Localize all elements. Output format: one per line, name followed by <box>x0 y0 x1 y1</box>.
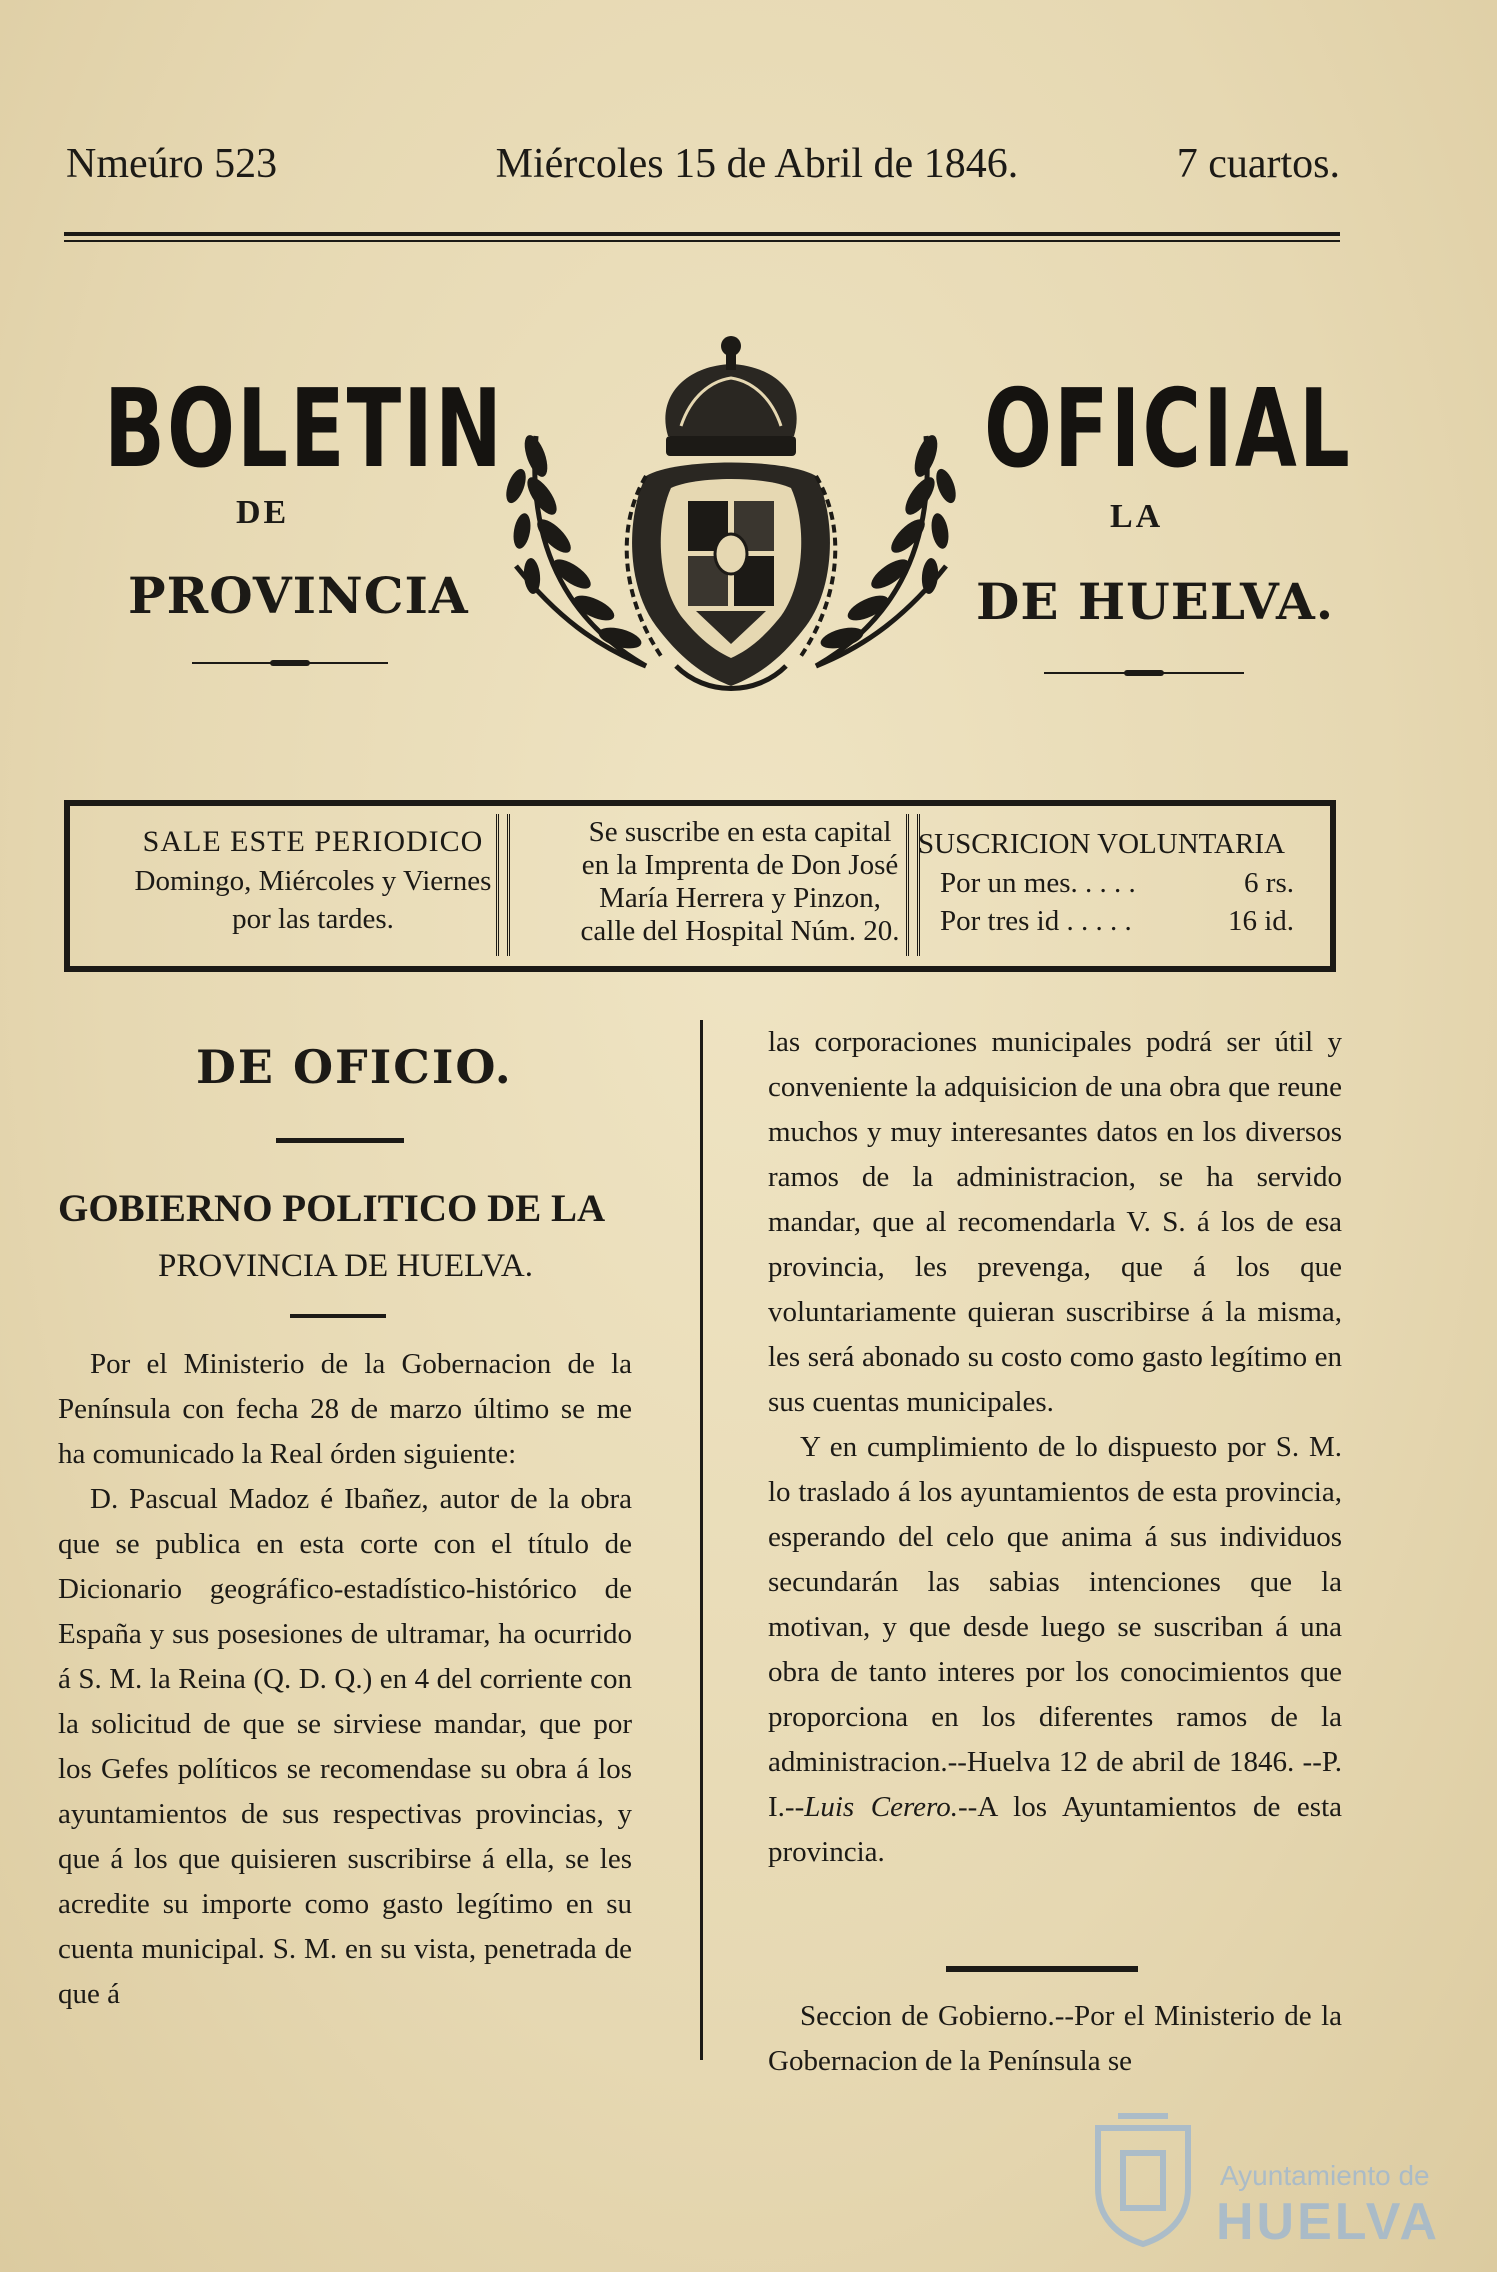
subscription-title: SUSCRICION VOLUNTARIA <box>918 828 1285 860</box>
masthead-de-huelva: DE HUELVA. <box>976 572 1335 631</box>
left-column-text <box>58 1342 632 2017</box>
subscribe-line-1: Se suscribe en esta capital <box>588 816 892 848</box>
section-rule-3 <box>946 1966 1138 1972</box>
schedule-days: Domingo, Miércoles y Viernes <box>134 865 492 897</box>
masthead-la: LA <box>1110 498 1164 535</box>
right-column-text <box>768 1020 1342 1875</box>
price-row-quarter <box>918 902 1328 940</box>
masthead-provincia: PROVINCIA <box>128 566 469 625</box>
subscribe-line-2: en la Imprenta de Don José <box>581 849 899 881</box>
masthead-boletin: BOLETIN <box>104 366 504 492</box>
right-paragraph-2-body: Y en cumplimiento de lo dispuesto por S. M. lo traslado á los ayuntamientos de esta provincia, esperando del celo que anima á sus individuos secundarán las sabias intenciones que la motivan, y que desde luego se suscriban á una obra de tanto interes por los conocimientos que proporciona en los diferentes ramos de la administracion.--Huelva 12 de abril de 1846. <box>768 1431 1342 1778</box>
watermark-line-1: Ayuntamiento de <box>1220 2160 1430 2191</box>
infobox-divider-1 <box>496 814 510 956</box>
watermark-line-2: HUELVA <box>1216 2193 1441 2251</box>
left-paragraph-2: D. Pascual Madoz é Ibañez, autor de la obra que se publica en esta corte con el título de Dicionario geográfico-estadístico-histórico de España y sus posesiones de ultramar, ha ocurrido á S. M. la Reina (Q. D. Q.) en 4 del corriente con la solicitud de que se sirviese mandar, que por los Gefes políticos se recomendase su obra á los ayuntamientos de sus respectivas provincias, y que á los que quisieren suscribirse á ella, se les acredite su importe como gasto legítimo en su cuenta municipal. S. M. en su vista, penetrada de que á <box>58 1483 632 2010</box>
right-paragraph-1: las corporaciones municipales podrá ser útil y conveniente la adquisicion de una obra que reune muchos y muy interesantes datos en los diversos ramos de la administracion, se ha servido mandar, que al recomendarla V. S. á los de esa provincia, les prevenga, que á los que voluntariamente quieran suscribirse á la misma, les será abonado su costo como gasto legítimo en sus cuentas municipales. <box>768 1026 1342 1418</box>
price-month-label: Por un mes. . . . . <box>940 867 1136 899</box>
issue-price: 7 cuartos. <box>1176 141 1340 187</box>
subscription-price-column <box>918 816 1328 940</box>
schedule-title: SALE ESTE PERIODICO <box>142 825 484 858</box>
right-paragraph-2-suffix: --A los Ayuntamientos de esta provincia. <box>768 1791 1342 1868</box>
header-rule-bottom <box>64 240 1340 242</box>
left-paragraph-1: Por el Ministerio de la Gobernacion de la Península con fecha 28 de marzo último se me ha comunicado la Real órden siguiente: <box>58 1348 632 1470</box>
right-paragraph-2-prefix: --P. I.-- <box>768 1746 1343 1823</box>
issue-header-line <box>66 140 1340 188</box>
signer-name: Luis Cerero. <box>804 1791 958 1823</box>
subscribe-location-column <box>510 816 970 948</box>
dept-heading-gobierno: GOBIERNO POLITICO DE LA <box>58 1187 606 1230</box>
right-paragraph-3: Seccion de Gobierno.--Por el Ministerio de la Gobernacion de la Península se <box>768 2000 1342 2077</box>
price-row-month <box>918 864 1328 902</box>
right-column-text-2 <box>768 1994 1342 2084</box>
masthead-oficial: OFICIAL <box>984 366 1352 492</box>
price-month-value: 6 rs. <box>1244 867 1294 899</box>
subscribe-line-4: calle del Hospital Núm. 20. <box>580 915 900 947</box>
subscription-info-box <box>64 800 1336 972</box>
price-quarter-value: 16 id. <box>1227 905 1294 937</box>
coat-of-arms-emblem <box>496 326 966 706</box>
subscribe-line-3: María Herrera y Pinzon, <box>599 882 881 914</box>
section-rule-1 <box>276 1138 404 1143</box>
column-divider <box>700 1020 703 2060</box>
masthead-ornament-right <box>1044 670 1244 676</box>
price-quarter-label: Por tres id . . . . . <box>940 905 1132 937</box>
header-rule-top <box>64 232 1340 236</box>
schedule-time: por las tardes. <box>232 903 394 935</box>
schedule-column <box>78 816 548 938</box>
right-paragraph-2 <box>768 1425 1342 1875</box>
issue-date: Miércoles 15 de Abril de 1846. <box>495 141 1019 187</box>
city-shield-watermark-icon <box>1088 2108 1198 2248</box>
section-heading-de-oficio: DE OFICIO. <box>196 1040 513 1094</box>
masthead-de: DE <box>236 494 290 531</box>
section-rule-2 <box>290 1314 386 1318</box>
issue-number: Nmeúro 523 <box>66 141 278 187</box>
masthead-ornament-left <box>192 660 388 666</box>
dept-heading-provincia: PROVINCIA DE HUELVA. <box>158 1248 533 1284</box>
